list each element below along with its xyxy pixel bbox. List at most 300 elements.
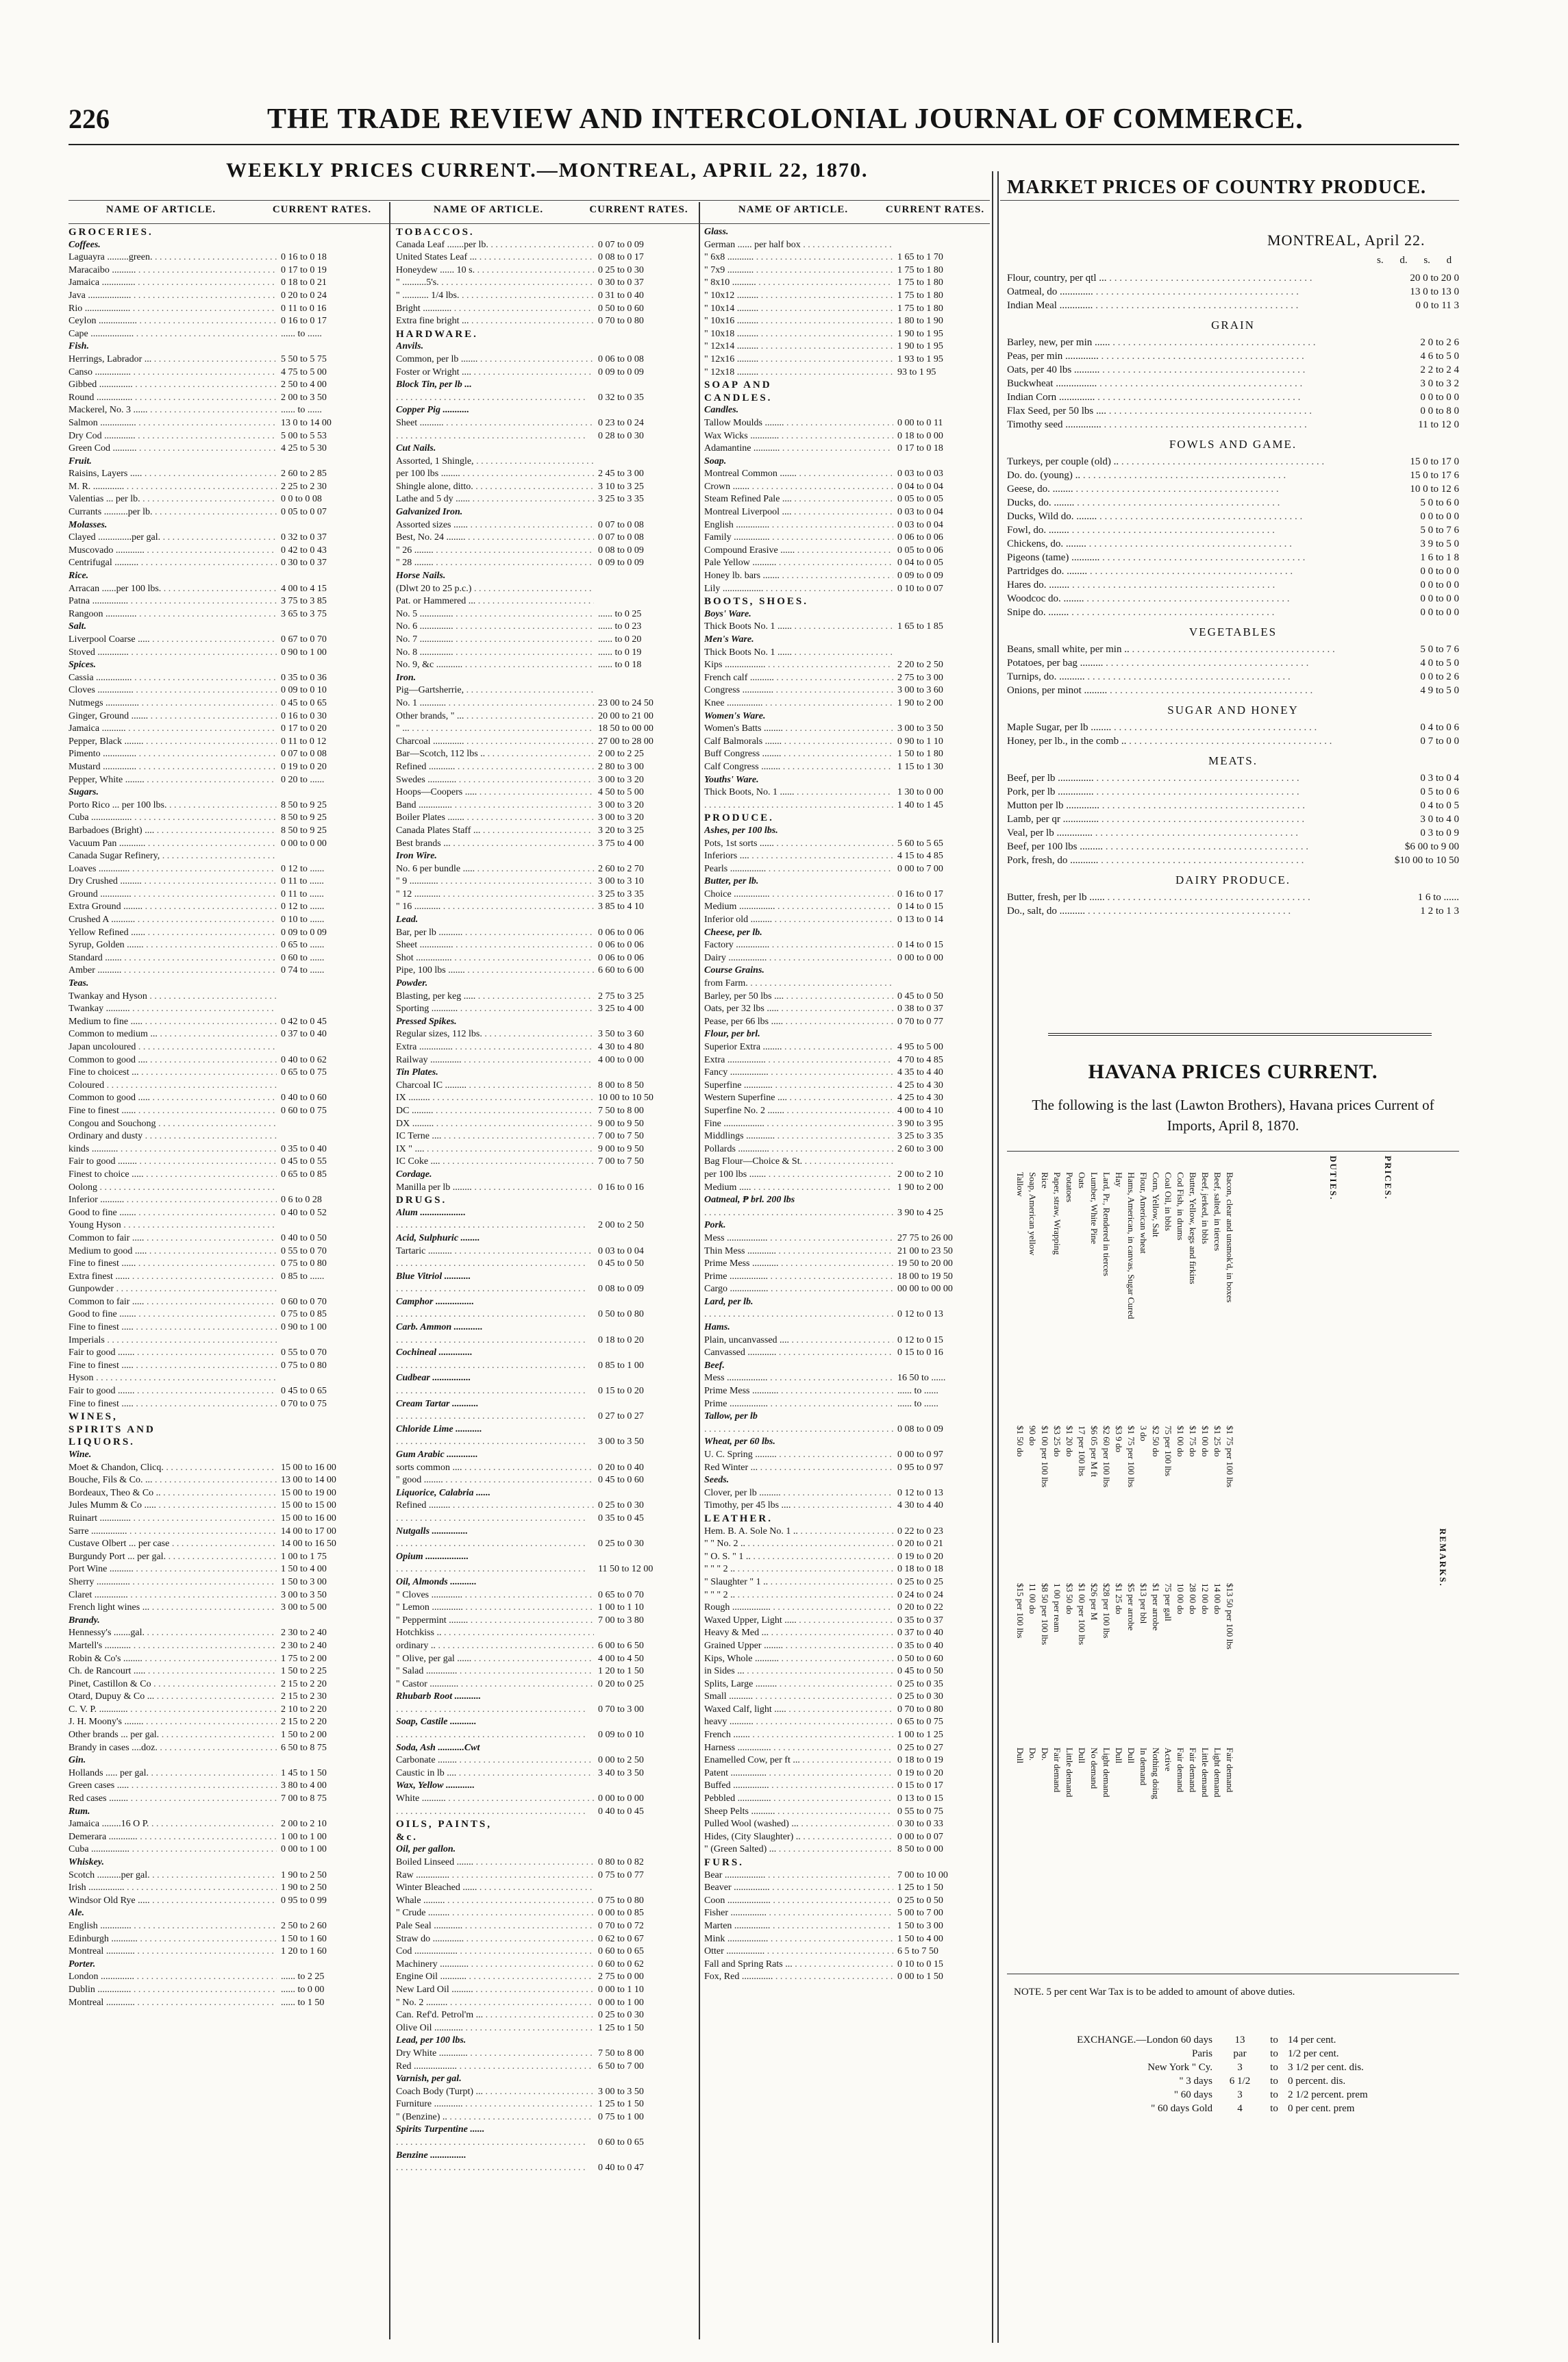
article-rate: ...... to 0 00	[281, 1984, 325, 1995]
price-row	[704, 1895, 986, 1908]
market-row	[1007, 455, 1459, 469]
subsection-heading	[69, 1449, 384, 1462]
article-rate: 0 30 to 0 37	[598, 277, 644, 288]
article-rate: 2 15 to 2 20	[281, 1717, 327, 1728]
price-row	[69, 1016, 384, 1029]
price-row	[396, 532, 694, 545]
market-row	[1007, 643, 1459, 656]
article-name: Seeds.	[704, 1475, 730, 1486]
article-name: Bordeaux, Theo & Co .. . . .	[69, 1487, 277, 1500]
market-row	[1007, 771, 1459, 785]
price-row	[396, 1869, 694, 1882]
produce-name: Fowl, do. ........ . . .	[1007, 523, 1352, 537]
article-rate: 1 45 to 1 50	[281, 1767, 327, 1778]
article-rate: 0 50 to 0 80	[598, 1309, 644, 1320]
produce-name: Ducks, do. ........ . . .	[1007, 496, 1352, 510]
price-row	[396, 1602, 694, 1615]
article-rate: 2 50 to 2 60	[281, 1920, 327, 1931]
article-name: No. 6 per bundle ..... . . .	[396, 863, 594, 876]
subsection-heading	[69, 1856, 384, 1869]
article-rate: 0 75 to 0 80	[281, 1258, 327, 1269]
article-rate: 1 50 to 1 60	[281, 1933, 327, 1944]
price-row	[69, 1500, 384, 1513]
price-row	[704, 1640, 986, 1653]
price-row	[396, 468, 694, 481]
article-name: Best brands ... . . .	[396, 838, 594, 851]
article-rate: 5 00 to 5 53	[281, 430, 327, 441]
column-divider	[992, 171, 993, 2343]
havana-price: $15 per 100 lbs	[1015, 1583, 1025, 1639]
produce-name: Oats, per 40 lbs .......... . . .	[1007, 363, 1352, 377]
article-rate: 4 70 to 4 85	[897, 1054, 943, 1065]
article-rate: ...... to ......	[897, 1386, 938, 1397]
article-rate: 3 25 to 3 35	[598, 888, 644, 899]
havana-price: $13 per bbl	[1138, 1583, 1149, 1624]
article-rate: 2 75 to 3 00	[897, 672, 943, 683]
produce-price: 11 to 12 0	[1418, 419, 1459, 430]
article-rate: 0 03 to 0 04	[897, 507, 943, 518]
price-row	[704, 1232, 986, 1245]
price-row	[69, 1793, 384, 1806]
subsection-heading	[69, 1615, 384, 1628]
price-row	[69, 1041, 384, 1054]
exchange-to: to	[1270, 2076, 1278, 2087]
article-name: Laguayra .........green. . . .	[69, 251, 277, 264]
produce-name: Butter, fresh, per lb ...... . . .	[1007, 891, 1352, 904]
price-row	[704, 748, 986, 761]
article-name: Fine to choicest ... . . .	[69, 1067, 277, 1080]
article-name: Rio ................... . . .	[69, 303, 277, 316]
article-rate: 0 74 to ......	[281, 965, 325, 976]
article-name: Cloves ............... . . .	[69, 684, 277, 697]
article-name: Dairy ................ . . .	[704, 952, 893, 965]
article-name: Nutmegs .............. . . .	[69, 697, 277, 710]
price-row	[704, 1551, 986, 1564]
price-row	[396, 239, 694, 252]
price-row	[69, 1945, 384, 1959]
article-name: Superfine ............ . . .	[704, 1080, 893, 1093]
article-name: Cochineal ..............	[396, 1347, 473, 1358]
article-name: kinds ........... . . .	[69, 1143, 277, 1156]
exchange-label: " 60 days	[1173, 2089, 1212, 2100]
article-rate: ...... to 1 50	[281, 1997, 325, 2008]
market-row	[1007, 390, 1459, 404]
market-category: DAIRY PRODUCE.	[1175, 873, 1291, 886]
market-row	[1007, 299, 1459, 312]
produce-price: 2 0 to 2 6	[1420, 337, 1459, 348]
article-name: Inferiors .... . . .	[704, 850, 893, 863]
subsection-heading	[704, 404, 986, 417]
price-row	[396, 1308, 694, 1321]
article-rate: 0 05 to 0 06	[897, 545, 943, 556]
article-rate: 0 00 to 1 50	[897, 1972, 943, 1982]
article-name: Cuba ................ . . .	[69, 1843, 277, 1856]
article-name: " 10x14 ......... . . .	[704, 303, 893, 316]
article-name: Common to good ..... . . .	[69, 1092, 277, 1105]
produce-name: Woodcoc do. ........ . . .	[1007, 592, 1352, 606]
price-row	[396, 1729, 694, 1742]
article-name: Iron.	[396, 672, 416, 683]
article-rate: 0 00 to 1 10	[598, 1984, 644, 1995]
article-name: Hotchkiss .. . . .	[396, 1627, 594, 1640]
price-row	[69, 532, 384, 545]
article-name: " ... . . .	[396, 723, 594, 736]
havana-remark: Little demand	[1065, 1748, 1075, 1798]
article-name: Porter.	[69, 1959, 96, 1969]
article-name: " 28 ........ . . .	[396, 557, 594, 570]
price-row	[69, 1232, 384, 1245]
price-row	[396, 1754, 694, 1767]
article-rate: 0 90 to 1 10	[897, 736, 943, 747]
price-row	[704, 1589, 986, 1602]
article-name: Windsor Old Rye ..... . . .	[69, 1895, 277, 1908]
produce-price: 15 0 to 17 0	[1410, 456, 1459, 467]
article-name: Sheep Pelts .......... . . .	[704, 1806, 893, 1819]
article-rate: 0 06 to 0 08	[598, 353, 644, 364]
article-rate: 1 20 to 1 50	[598, 1666, 644, 1677]
article-name: Congou and Souchong . . .	[69, 1118, 277, 1131]
article-name: " 6x8 ........... . . .	[704, 251, 893, 264]
price-row	[396, 684, 694, 697]
article-rate: 0 60 to 0 70	[281, 1296, 327, 1307]
article-rate: 2 20 to 2 50	[897, 660, 943, 671]
havana-head-prices: PRICES.	[1383, 1156, 1393, 1200]
price-row	[396, 277, 694, 290]
article-rate: 0 12 to ......	[281, 863, 325, 874]
exchange-row	[1014, 2074, 1452, 2088]
exchange-label: " 3 days	[1179, 2076, 1212, 2087]
article-name	[396, 1283, 594, 1296]
article-name: Band .............. . . .	[396, 799, 594, 812]
article-name: " 16 ........... . . .	[396, 901, 594, 914]
subsection-heading	[704, 927, 986, 940]
article-name: Twankay and Hyson . . .	[69, 991, 277, 1004]
article-name: Benzine ...............	[396, 2150, 466, 2161]
subsection-heading	[69, 519, 384, 532]
price-row	[704, 952, 986, 965]
subsection-heading	[704, 1219, 986, 1232]
exchange-to: to	[1270, 2035, 1278, 2046]
price-row	[69, 1984, 384, 1997]
article-name: Ch. de Rancourt ..... . . .	[69, 1665, 277, 1678]
subsection-heading	[396, 978, 694, 991]
article-rate: 3 00 to 3 10	[598, 876, 644, 887]
price-row	[704, 417, 986, 430]
article-name: Assorted sizes ...... . . .	[396, 519, 594, 532]
havana-article: Bacon, clear and unsmok'd, in boxes	[1225, 1172, 1235, 1303]
price-row	[69, 1933, 384, 1946]
article-name: Sporting ........... . . .	[396, 1003, 594, 1016]
col-header-name: NAME OF ARTICLE.	[738, 204, 849, 215]
article-rate: 3 85 to 4 10	[598, 902, 644, 912]
market-category: SUGAR AND HONEY	[1167, 704, 1299, 717]
article-rate: ...... to 0 20	[598, 634, 642, 645]
havana-articles	[1014, 1172, 1236, 1378]
article-rate: 0 08 to 0 09	[598, 1284, 644, 1295]
article-rate: 1 25 to 1 50	[897, 1882, 943, 1893]
article-rate: 1 50 to 3 00	[281, 1576, 327, 1587]
article-name: Fine to finest ..... . . .	[69, 1398, 277, 1411]
article-name	[396, 392, 594, 405]
produce-price: 4 0 to 5 0	[1420, 658, 1459, 669]
article-rate: 0 16 to 0 18	[281, 252, 327, 263]
article-rate: 0 37 to 0 40	[281, 1029, 327, 1040]
article-name: Prime Mess ........... . . .	[704, 1385, 893, 1398]
article-name: Cape .................. . . .	[69, 328, 277, 341]
price-row	[69, 1767, 384, 1780]
article-rate: 0 00 to 0 00	[598, 1793, 644, 1804]
article-name: Common to fair ..... . . .	[69, 1296, 277, 1309]
article-name: M. R. ............. . . .	[69, 481, 277, 494]
article-name: Loaves ............. . . .	[69, 863, 277, 876]
price-row	[69, 1716, 384, 1729]
article-name: Jamaica .......... . . .	[69, 723, 277, 736]
article-name: Inferior .......... . . .	[69, 1194, 277, 1207]
article-rate: 0 60 to 0 75	[281, 1105, 327, 1116]
subsection-heading	[396, 672, 694, 685]
article-name: Medium ............... . . .	[704, 901, 893, 914]
produce-price: 0 0 to 0 0	[1420, 511, 1459, 522]
article-rate: 0 12 to 0 13	[897, 1487, 943, 1498]
article-name: Caustic in lb .... . . .	[396, 1767, 594, 1780]
market-row	[1007, 785, 1459, 799]
article-name: BOOTS, SHOES.	[704, 596, 808, 608]
havana-remark: Do.	[1028, 1748, 1038, 1761]
article-name: Ale.	[69, 1908, 84, 1919]
article-name: Montreal Liverpool .... . . .	[704, 506, 893, 519]
article-name: " 9 ............ . . .	[396, 875, 594, 888]
article-rate: 2 30 to 2 40	[281, 1640, 327, 1651]
exchange-label: New York " Cy.	[1147, 2062, 1212, 2073]
article-name: Spices.	[69, 660, 97, 671]
article-rate: 0 19 to 0 20	[897, 1551, 943, 1562]
exchange-to: to	[1270, 2048, 1278, 2059]
article-rate: 0 19 to 0 20	[281, 761, 327, 772]
price-row	[69, 1143, 384, 1156]
price-row	[396, 1640, 694, 1653]
subsection-heading	[704, 1194, 986, 1207]
article-name: Amber .......... . . .	[69, 965, 277, 978]
subsection-heading	[396, 2150, 694, 2163]
produce-price: 0 0 to 8 0	[1420, 406, 1459, 417]
price-row	[69, 1169, 384, 1182]
price-row	[69, 481, 384, 494]
price-row	[396, 1959, 694, 1972]
article-name: HARDWARE.	[396, 328, 478, 340]
exchange-label: " 60 days Gold	[1151, 2103, 1212, 2114]
article-name: Rangoon ............. . . .	[69, 608, 277, 621]
exchange-rate: 3 1/2 per cent. dis.	[1288, 2062, 1364, 2073]
article-name: Common to medium ... . . .	[69, 1028, 277, 1041]
article-rate: 3 40 to 3 50	[598, 1767, 644, 1778]
subsection-heading	[396, 2035, 694, 2048]
article-rate: 1 75 to 1 80	[897, 277, 943, 288]
article-name: Vacuum Pan ........... . . .	[69, 838, 277, 851]
article-name: per 100 lbs ....... . . .	[704, 1169, 893, 1182]
exchange-label: EXCHANGE.—London 60 days	[1077, 2035, 1212, 2046]
article-rate: 0 09 to 0 10	[281, 685, 327, 696]
subsection-heading	[396, 1716, 694, 1729]
price-row	[396, 1500, 694, 1513]
price-row	[396, 2137, 694, 2150]
price-row	[396, 1920, 694, 1933]
article-name: Teas.	[69, 978, 89, 989]
article-name: Carb. Ammon ............	[396, 1322, 483, 1333]
article-rate: 5 60 to 5 65	[897, 838, 943, 849]
produce-price: 1 6 to 1 8	[1420, 552, 1459, 563]
subsection-heading	[69, 621, 384, 634]
price-row	[69, 557, 384, 570]
price-row	[69, 1589, 384, 1602]
subsection-heading	[704, 226, 986, 239]
article-rate: 7 00 to 7 50	[598, 1156, 644, 1167]
price-row	[704, 1130, 986, 1143]
article-rate: 4 00 to 0 00	[598, 1054, 644, 1065]
article-name: French light wines ... . . .	[69, 1602, 277, 1615]
produce-price: 0 7 to 0 0	[1420, 736, 1459, 747]
article-name: " (Green Salted) ... . . .	[704, 1843, 893, 1856]
article-name: " 26 ........ . . .	[396, 545, 594, 558]
price-row	[69, 1551, 384, 1564]
article-name: Java .................. . . .	[69, 290, 277, 303]
article-rate: 0 25 to 0 30	[897, 1691, 943, 1702]
article-rate: 2 80 to 3 00	[598, 761, 644, 772]
article-rate: 0 10 to ......	[281, 915, 325, 925]
price-row	[69, 468, 384, 481]
article-name: Youths' Ware.	[704, 774, 759, 785]
article-name: Raisins, Layers ..... . . .	[69, 468, 277, 481]
market-row	[1007, 826, 1459, 840]
article-name: IX " .... . . .	[396, 1143, 594, 1156]
price-row	[69, 303, 384, 316]
article-rate: 0 35 to 0 45	[598, 1513, 644, 1524]
price-row	[69, 366, 384, 380]
price-row	[396, 939, 694, 952]
exchange-row	[1014, 2102, 1452, 2115]
article-name: Good to fine ....... . . .	[69, 1308, 277, 1321]
article-name: Cheese, per lb.	[704, 927, 762, 938]
subsection-heading	[704, 1321, 986, 1334]
article-name: (Dlwt 20 to 25 p.c.) . . .	[396, 583, 594, 596]
article-rate: 0 35 to 0 37	[897, 1615, 943, 1626]
article-rate: 4 35 to 4 40	[897, 1067, 943, 1078]
price-row	[69, 875, 384, 888]
price-row	[704, 786, 986, 799]
article-name: Clover, per lb ......... . . .	[704, 1487, 893, 1500]
article-name: Thick Boots No. 1 ...... . . .	[704, 647, 893, 660]
price-row	[396, 2098, 694, 2111]
article-name: English .............. . . .	[704, 519, 893, 532]
article-name: Buffed ............... . . .	[704, 1780, 893, 1793]
subsection-heading	[69, 570, 384, 583]
price-row	[69, 1526, 384, 1539]
price-row	[69, 684, 384, 697]
article-name: Jules Mumm & Co ..... . . .	[69, 1500, 277, 1513]
market-row	[1007, 799, 1459, 812]
article-name: Honeydew ...... 10 s. . . .	[396, 264, 594, 277]
article-name: Splits, Large ......... . . .	[704, 1678, 893, 1691]
article-rate: 0 22 to 0 23	[897, 1526, 943, 1537]
produce-name: Flax Seed, per 50 lbs .... . . .	[1007, 404, 1352, 418]
article-rate: 9 00 to 9 50	[598, 1143, 644, 1154]
price-row	[396, 2009, 694, 2022]
price-row	[69, 506, 384, 519]
article-name: " Peppermint ........ . . .	[396, 1615, 594, 1628]
market-category: VEGETABLES	[1189, 625, 1278, 638]
article-rate: 0 40 to 0 52	[281, 1207, 327, 1218]
price-row	[704, 672, 986, 685]
article-name: United States Leaf ... . . .	[396, 251, 594, 264]
article-rate: 0 08 to 0 09	[897, 1424, 943, 1434]
price-row	[69, 1997, 384, 2010]
article-rate: 2 60 to 2 85	[281, 469, 327, 480]
market-row	[1007, 510, 1459, 523]
produce-price: 0 0 to 0 0	[1420, 566, 1459, 577]
article-name: Coloured . . .	[69, 1080, 277, 1093]
article-name: Good to fine ....... . . .	[69, 1207, 277, 1220]
price-row	[704, 1500, 986, 1513]
exchange-from: 3	[1237, 2062, 1243, 2073]
price-row	[396, 621, 694, 634]
price-row	[396, 1793, 694, 1806]
article-name: Fish.	[69, 341, 89, 352]
article-name: Shingle alone, ditto. . . .	[396, 481, 594, 494]
price-row	[704, 1742, 986, 1755]
article-rate: 0 65 to 0 75	[281, 1067, 327, 1078]
price-row	[396, 825, 694, 838]
article-rate: 0 04 to 0 05	[897, 558, 943, 569]
article-name: Tallow, per lb	[704, 1411, 758, 1422]
produce-price: 10 0 to 12 6	[1410, 484, 1459, 495]
havana-title: HAVANA PRICES CURRENT.	[1088, 1060, 1378, 1083]
article-rate: 0 75 to 1 00	[598, 2111, 644, 2122]
article-rate: 2 10 to 2 20	[281, 1704, 327, 1715]
price-row	[704, 468, 986, 481]
section-heading	[396, 328, 694, 341]
article-name: FURS.	[704, 1857, 744, 1868]
article-rate: 11 50 to 12 00	[598, 1564, 654, 1575]
price-row	[396, 1538, 694, 1551]
subsection-heading	[396, 379, 694, 392]
article-name: Tallow Moulds ........ . . .	[704, 417, 893, 430]
article-name: Buff Congress ........ . . .	[704, 748, 893, 761]
article-rate: 2 00 to 2 10	[281, 1819, 327, 1830]
price-row	[704, 901, 986, 914]
price-row	[704, 914, 986, 927]
article-name: Superior Extra ........ . . .	[704, 1041, 893, 1054]
price-row	[704, 1831, 986, 1844]
article-rate: 4 25 to 4 30	[897, 1093, 943, 1104]
article-name: Iron Wire.	[396, 851, 437, 862]
article-name: " 12x14 ......... . . .	[704, 340, 893, 353]
article-name: Sarre ............... . . .	[69, 1526, 277, 1539]
article-rate: 0 90 to 1 00	[281, 1322, 327, 1333]
article-name	[396, 1704, 594, 1717]
price-row	[704, 697, 986, 710]
price-row	[396, 2086, 694, 2099]
article-name: Custave Olbert ... per case . . .	[69, 1538, 277, 1551]
havana-remark: Fair demand	[1175, 1748, 1186, 1793]
price-row	[396, 965, 694, 978]
havana-duty: 17 per 100 lbs	[1077, 1426, 1087, 1477]
produce-name: Oatmeal, do ............. . . .	[1007, 285, 1352, 299]
price-row	[396, 1436, 694, 1449]
article-name: Galvanized Iron.	[396, 507, 463, 518]
exchange-from: 6 1/2	[1229, 2076, 1251, 2087]
article-rate: 1 75 to 1 80	[897, 303, 943, 314]
article-name: " 10x16 ......... . . .	[704, 315, 893, 328]
article-name: Pimento .............. . . .	[69, 748, 277, 761]
